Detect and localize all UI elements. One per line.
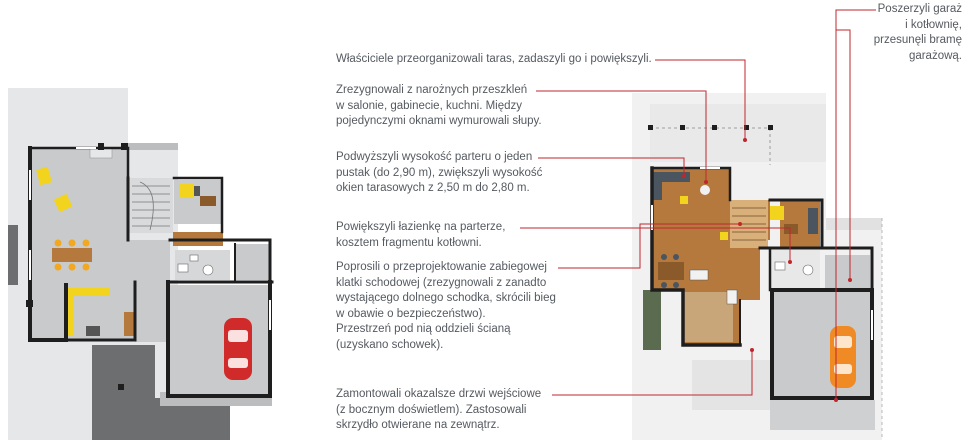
orange-car-icon <box>830 326 856 388</box>
annotation-line: wystającego dolnego schodka, skrócili bieg <box>336 292 556 304</box>
annotation-wysokosc <box>336 150 542 197</box>
annotation-line: Zrezygnowali z narożnych przeszkleń <box>336 84 528 96</box>
annotation-line: Podwyższyli wysokość parteru o jeden <box>336 151 533 163</box>
annotation-line: Właściciele przeorganizowali taras, zadaszyli go i powiększyli. <box>336 53 652 65</box>
annotation-line: Poszerzyli garaż <box>877 3 962 15</box>
annotation-lazienka <box>336 220 505 251</box>
annotation-line: Zamontowali okazalsze drzwi wejściowe <box>336 388 542 400</box>
annotation-line: w obawie o bezpieczeństwo). <box>336 307 486 320</box>
annotation-schody <box>336 260 556 353</box>
annotation-przeszklenia <box>336 83 542 130</box>
annotation-line: Powiększyli łazienkę na parterze, <box>336 221 506 233</box>
annotation-line: Przestrzeń pod nią oddzieli ścianą <box>336 323 511 335</box>
annotation-line: przesunęli bramę <box>873 34 962 46</box>
annotation-line: pustak (do 2,90 m), zwiększyli wysokość <box>336 166 543 179</box>
annotation-garaz <box>874 2 962 64</box>
annotation-line: skrzydło otwierane na zewnątrz. <box>336 419 500 431</box>
annotation-line: (uzyskano schowek). <box>336 338 444 351</box>
annotation-drzwi <box>336 387 541 434</box>
annotation-line: kosztem fragmentu kotłowni. <box>336 236 482 249</box>
annotation-line: klatki schodowej (zrezygnowali z zanadto <box>336 276 547 289</box>
annotation-line: (z bocznym doświetlem). Zastosowali <box>336 403 527 416</box>
annotation-taras <box>336 52 652 68</box>
annotation-line: garażową. <box>908 49 962 62</box>
annotation-line: Poprosili o przeprojektowanie zabiegowej <box>336 261 547 273</box>
annotation-line: pojedynczymi oknami wymurowali słupy. <box>336 115 542 127</box>
annotation-line: okien tarasowych z 2,50 m do 2,80 m. <box>336 182 530 194</box>
annotation-line: i kotłownię, <box>905 18 962 31</box>
annotation-line: w salonie, gabinecie, kuchni. Między <box>336 99 523 112</box>
